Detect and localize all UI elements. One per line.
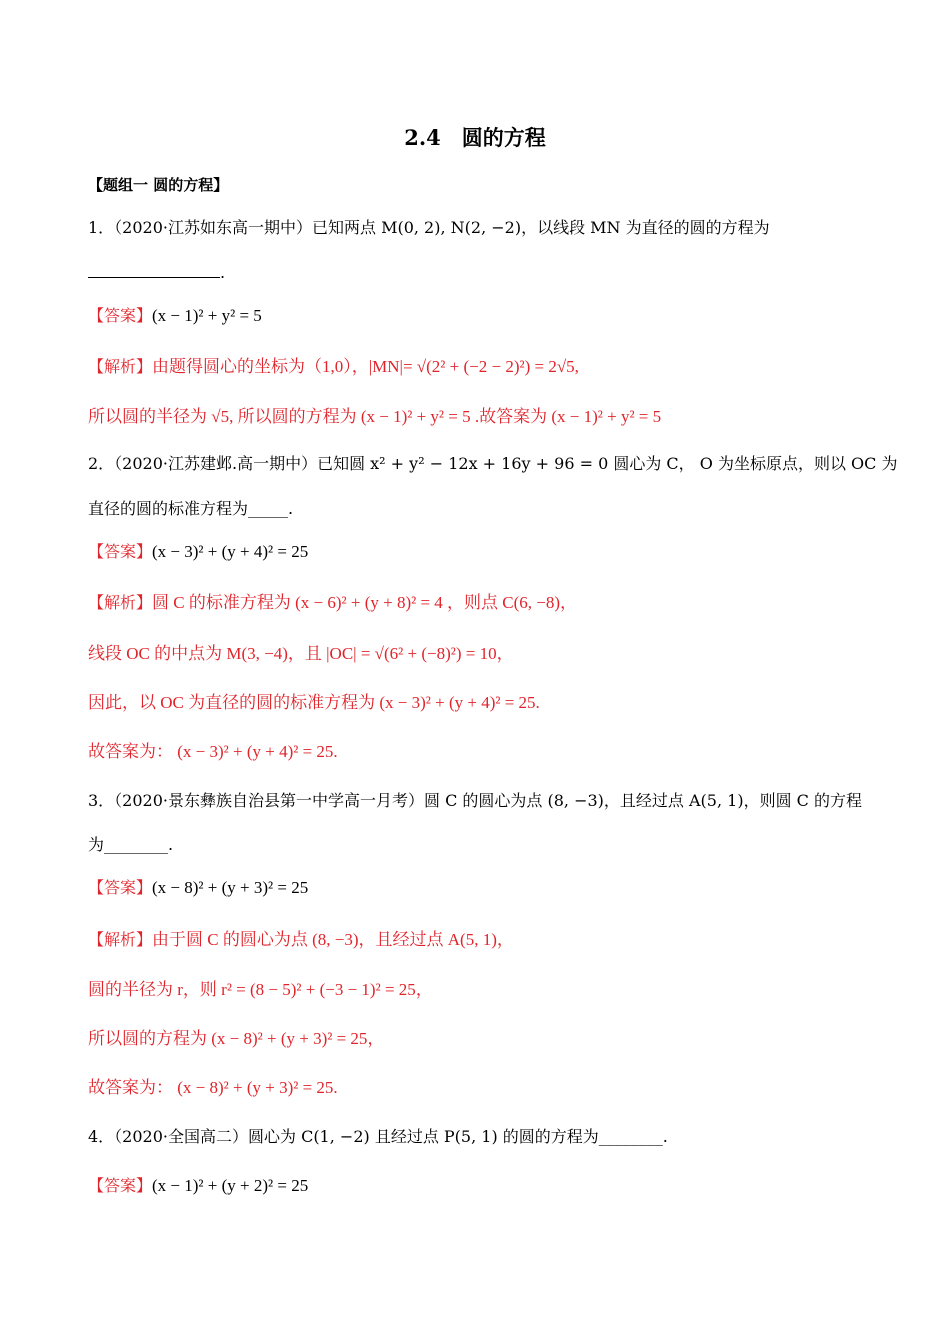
problem-3-question: 3．（2020·景东彝族自治县第一中学高一月考）圆 C 的圆心为点 (8, −3)，且经过点 A(5, 1)，则圆 C 的方程 xyxy=(88,791,862,810)
problem-1-blank-line xyxy=(88,263,870,282)
analysis-line: 由题得圆心的坐标为（1,0），|MN|= √(2² + (−2 − 2)²) = 2√5, xyxy=(152,357,579,376)
analysis-line: 圆 C 的标准方程为 (x − 6)² + (y + 8)² = 4 ，则点 C(6, −8)， xyxy=(152,593,578,612)
answer-tag: 【答案】 xyxy=(88,1176,153,1195)
analysis-tag: 【解析】 xyxy=(88,930,153,949)
analysis-line: 线段 OC 的中点为 M(3, −4)，且 |OC| = √(6² + (−8)²) = 10， xyxy=(88,644,514,663)
answer-tag: 【答案】 xyxy=(88,306,153,325)
analysis-line: 因此，以 OC 为直径的圆的标准方程为 (x − 3)² + (y + 4)² = 25. xyxy=(88,693,540,712)
answer-formula: (x − 3)² + (y + 4)² = 25 xyxy=(152,542,309,561)
answer-formula: (x − 8)² + (y + 3)² = 25 xyxy=(152,878,309,897)
problem-2-answer xyxy=(88,539,870,562)
problem-1-question-end: . xyxy=(220,263,226,282)
problem-1-answer xyxy=(88,303,870,326)
problem-3-question-cont: 为________. xyxy=(88,835,174,854)
analysis-tag: 【解析】 xyxy=(88,357,153,376)
page-title: 2.4 圆的方程 xyxy=(404,125,546,150)
answer-tag: 【答案】 xyxy=(88,878,153,897)
problem-2-question-cont: 直径的圆的标准方程为_____. xyxy=(88,499,294,518)
problem-2-question: 2．（2020·江苏建邺.高一期中）已知圆 x² + y² − 12x + 16y + 96 = 0 圆心为 C， O 为坐标原点，则以 OC 为 xyxy=(88,454,898,473)
problem-3-analysis xyxy=(88,925,870,950)
problem-4-question: 4．（2020·全国高二）圆心为 C(1, −2) 且经过点 P(5, 1) 的圆的方程为________. xyxy=(88,1127,668,1146)
answer-formula: (x − 1)² + (y + 2)² = 25 xyxy=(152,1176,309,1195)
problem-1-question: 1．（2020·江苏如东高一期中）已知两点 M(0, 2), N(2, −2)，以线段 MN 为直径的圆的方程为 xyxy=(88,218,770,237)
analysis-tag: 【解析】 xyxy=(88,593,153,612)
answer-tag: 【答案】 xyxy=(88,542,153,561)
answer-formula: (x − 1)² + y² = 5 xyxy=(152,306,262,325)
problem-2-analysis xyxy=(88,588,870,613)
analysis-line: 故答案为： (x − 8)² + (y + 3)² = 25. xyxy=(88,1078,338,1097)
analysis-line: 故答案为： (x − 3)² + (y + 4)² = 25. xyxy=(88,742,338,761)
group-heading: 【题组一 圆的方程】 xyxy=(88,176,229,194)
analysis-line: 圆的半径为 r，则 r² = (8 − 5)² + (−3 − 1)² = 25， xyxy=(88,980,433,999)
analysis-line: 由于圆 C 的圆心为点 (8, −3)，且经过点 A(5, 1)， xyxy=(152,930,514,949)
analysis-line: 所以圆的半径为 √5, 所以圆的方程为 (x − 1)² + y² = 5 .故答案为 (x − 1)² + y² = 5 xyxy=(88,407,662,426)
answer-blank xyxy=(88,263,220,278)
problem-4-answer xyxy=(88,1173,870,1196)
problem-3-answer xyxy=(88,875,870,898)
analysis-line: 所以圆的方程为 (x − 8)² + (y + 3)² = 25， xyxy=(88,1029,385,1048)
problem-1-analysis xyxy=(88,352,870,377)
